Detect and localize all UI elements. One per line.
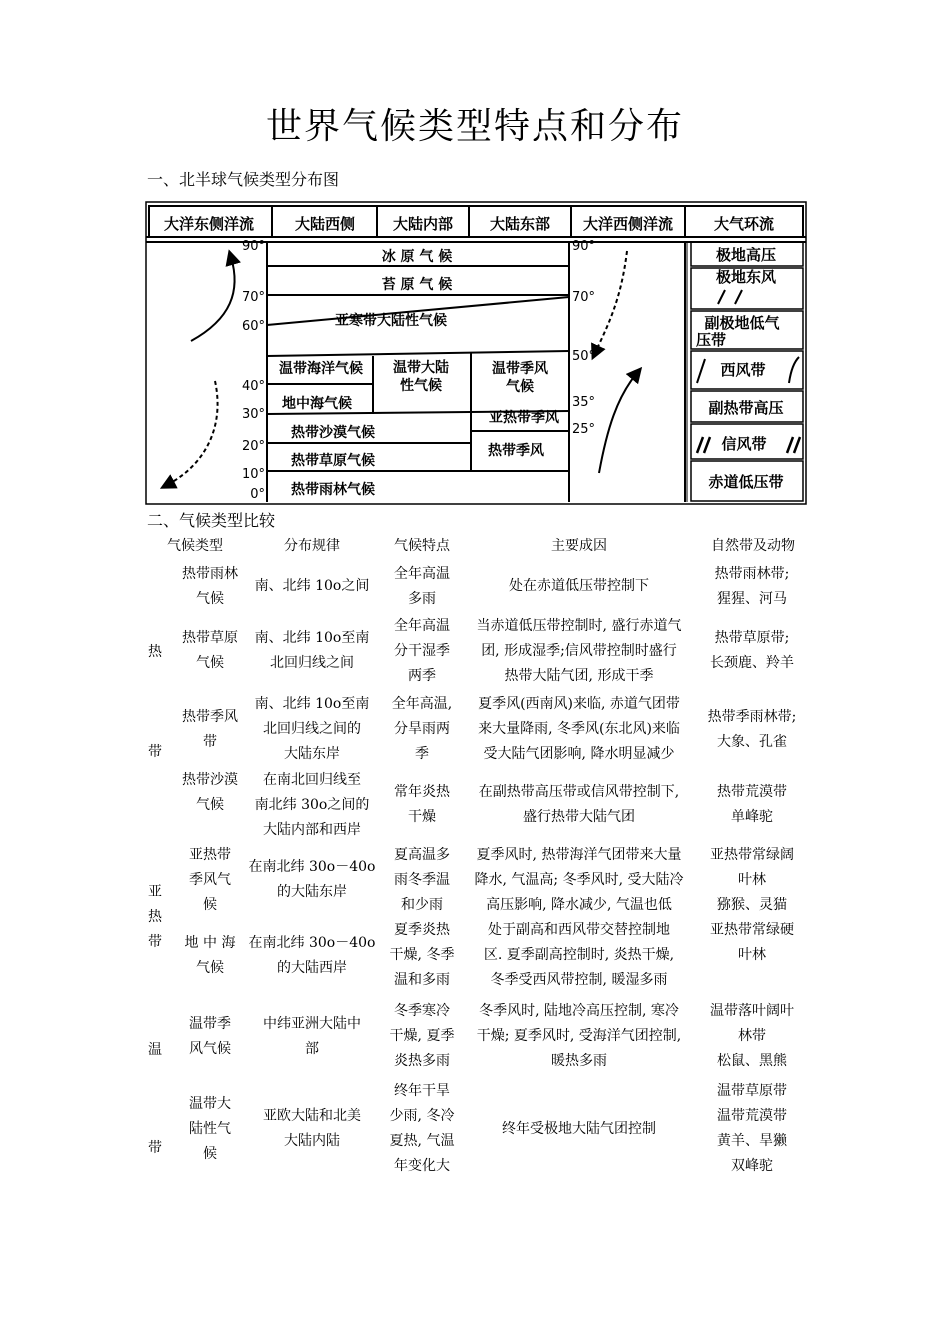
zone-temperate-monsoon-1: 温带季风 [492, 361, 548, 377]
col-header-distribution: 分布规律 [284, 538, 340, 554]
header-ocean-west: 大洋西侧洋流 [582, 215, 674, 233]
header-ocean-east: 大洋东侧洋流 [163, 215, 255, 233]
circ-polar-high: 极地高压 [715, 246, 777, 264]
warm-current-arrow-west [599, 373, 637, 473]
group-label-tropical-2: 带 [148, 744, 162, 760]
circ-polar-easterlies: 极地东风 [715, 268, 777, 286]
col-header-natural-zone: 自然带及动物 [711, 538, 795, 554]
table-cell-causes: 在副热带高压带或信风带控制下, 盛行热带大陆气团 [478, 784, 680, 825]
lat-left-30: 30° [241, 407, 265, 422]
zone-tundra: 苔 原 气 候 [381, 277, 453, 293]
table-cell-distribution: 南、北纬 10o至南 北回归线之间 [254, 630, 370, 671]
table-cell-natural-zone: 亚热带常绿阔 叶林 猕猴、灵猫 [710, 847, 794, 913]
table-cell-distribution: 在南北回归线至 南北纬 30o之间的 大陆内部和西岸 [254, 772, 370, 838]
lat-left-40: 40° [241, 379, 265, 394]
zone-tropical-monsoon: 热带季风 [488, 443, 544, 459]
zone-temperate-marine: 温带海洋气候 [279, 361, 363, 377]
lat-mid-90: 90° [572, 239, 596, 254]
table-cell-type: 热带季风 带 [182, 709, 238, 750]
table-cell-causes: 冬季风时, 陆地冷高压控制, 寒冷 干燥; 夏季风时, 受海洋气团控制, 暖热多雨 [476, 1003, 682, 1069]
cold-current-arrow-east [167, 381, 218, 485]
zone-ice: 冰 原 气 候 [381, 249, 453, 265]
lat-left-0: 0° [250, 487, 265, 502]
zone-subtropical-monsoon: 亚热带季风 [489, 410, 559, 426]
table-cell-distribution: 在南北纬 30o－40o 的大陆西岸 [248, 935, 376, 976]
table-cell-type: 温带大 陆性气 候 [189, 1096, 231, 1162]
lat-left-20: 20° [241, 439, 265, 454]
group-label-subtropical-3: 带 [148, 934, 162, 950]
circ-equatorial-low: 赤道低压带 [708, 473, 784, 491]
table-cell-causes: 夏季风(西南风)来临, 赤道气团带 来大量降雨, 冬季风(东北风)来临 受大陆气团影响, 降水明显减少 [478, 696, 680, 762]
circ-westerlies: 西风带 [720, 361, 766, 379]
table-cell-natural-zone: 热带季雨林带; 大象、孔雀 [707, 709, 797, 750]
lat-mid-50: 50° [572, 349, 596, 364]
lat-mid-35: 35° [572, 395, 596, 410]
table-cell-distribution: 南、北纬 10o至南 北回归线之间的 大陆东岸 [254, 696, 370, 762]
table-cell-natural-zone: 热带雨林带; 猩猩、河马 [714, 566, 790, 607]
lat-left-60: 60° [241, 319, 265, 334]
table-cell-features: 夏高温多 雨冬季温 和少雨 [394, 847, 450, 913]
table-cell-type: 热带沙漠 气候 [182, 772, 238, 813]
zone-tropical-savanna: 热带草原气候 [291, 453, 375, 469]
group-label-temperate-2: 带 [148, 1140, 162, 1156]
header-atmosphere: 大气环流 [713, 215, 775, 233]
table-cell-natural-zone: 亚热带常绿硬 叶林 [710, 922, 794, 963]
lat-mid-70: 70° [572, 290, 596, 305]
table-cell-type: 热带雨林 气候 [182, 566, 238, 607]
lat-left-90: 90° [241, 239, 265, 254]
table-cell-type: 温带季 风气候 [189, 1016, 231, 1057]
table-cell-type: 热带草原 气候 [182, 630, 238, 671]
zone-temperate-monsoon-2: 气候 [506, 379, 534, 395]
zone-mediterranean: 地中海气候 [282, 396, 352, 412]
header-continent-west: 大陆西侧 [294, 215, 356, 233]
table-cell-features: 终年干旱 少雨, 冬冷 夏热, 气温 年变化大 [389, 1083, 455, 1174]
table-cell-features: 夏季炎热 干燥, 冬季 温和多雨 [389, 922, 455, 988]
col-header-causes: 主要成因 [551, 538, 607, 554]
wind-arrow-icon [718, 290, 742, 304]
circ-subtropical-high: 副热带高压 [708, 399, 784, 417]
table-cell-causes: 处于副高和西风带交替控制地 区. 夏季副高控制时, 炎热干燥, 冬季受西风带控制, 暖湿多雨 [483, 922, 675, 988]
table-cell-distribution: 亚欧大陆和北美 大陆内陆 [263, 1108, 361, 1149]
table-cell-causes: 当赤道低压带控制时, 盛行赤道气 团, 形成湿季;信风带控制时盛行 热带大陆气团, 形成干季 [476, 618, 682, 684]
climate-distribution-diagram [145, 201, 807, 505]
group-label-subtropical-2: 热 [148, 909, 162, 925]
group-label-subtropical-1: 亚 [148, 884, 162, 900]
zone-tropical-desert: 热带沙漠气候 [291, 425, 375, 441]
lat-mid-25: 25° [572, 422, 596, 437]
warm-current-arrow-east [191, 257, 235, 341]
col-header-type: 气候类型 [167, 538, 223, 554]
group-label-temperate-1: 温 [148, 1042, 162, 1058]
table-cell-distribution: 中纬亚洲大陆中 部 [263, 1016, 361, 1057]
table-cell-features: 全年高温 多雨 [394, 566, 450, 607]
table-cell-features: 全年高温, 分旱雨两 季 [391, 696, 453, 762]
circ-subpolar-low-1: 副极地低气 [704, 314, 780, 332]
table-cell-natural-zone: 热带草原带; 长颈鹿、羚羊 [710, 630, 794, 671]
lat-left-10: 10° [241, 467, 265, 482]
page-title: 世界气候类型特点和分布 [265, 106, 684, 147]
table-cell-natural-zone: 温带落叶阔叶 林带 松鼠、黑熊 [710, 1003, 794, 1069]
table-cell-features: 全年高温 分干湿季 两季 [394, 618, 450, 684]
table-cell-distribution: 在南北纬 30o－40o 的大陆东岸 [248, 859, 376, 900]
group-label-tropical-1: 热 [148, 644, 162, 660]
zone-subarctic: 亚寒带大陆性气候 [335, 313, 447, 329]
cold-current-arrow-west [595, 251, 627, 353]
circ-trade-winds: 信风带 [721, 435, 767, 453]
circ-subpolar-low-2: 压带 [695, 331, 727, 349]
table-cell-causes: 夏季风时, 热带海洋气团带来大量 降水, 气温高; 冬季风时, 受大陆冷 高压影响, 降水减少, 气温也低 [474, 847, 684, 913]
table-cell-type: 亚热带 季风气 候 [189, 847, 231, 913]
section-heading-diagram: 一、北半球气候类型分布图 [147, 170, 340, 189]
zone-temperate-continental-1: 温带大陆 [393, 360, 449, 376]
col-header-features: 气候特点 [394, 538, 450, 554]
table-cell-causes: 处在赤道低压带控制下 [509, 578, 649, 594]
table-cell-distribution: 南、北纬 10o之间 [254, 578, 370, 594]
table-cell-natural-zone: 温带草原带 温带荒漠带 黄羊、旱獭 双峰驼 [717, 1083, 787, 1174]
table-cell-type: 地 中 海 气候 [184, 935, 236, 976]
section-heading-comparison: 二、气候类型比较 [147, 511, 276, 530]
table-cell-features: 常年炎热 干燥 [394, 784, 450, 825]
zone-tropical-rainforest: 热带雨林气候 [291, 482, 375, 498]
table-cell-features: 冬季寒冷 干燥, 夏季 炎热多雨 [389, 1003, 455, 1069]
lat-left-70: 70° [241, 290, 265, 305]
table-cell-causes: 终年受极地大陆气团控制 [502, 1121, 656, 1137]
table-cell-natural-zone: 热带荒漠带 单峰驼 [717, 784, 787, 825]
zone-temperate-continental-2: 性气候 [400, 378, 442, 394]
header-continent-east: 大陆东部 [489, 215, 551, 233]
header-continent-interior: 大陆内部 [392, 215, 454, 233]
